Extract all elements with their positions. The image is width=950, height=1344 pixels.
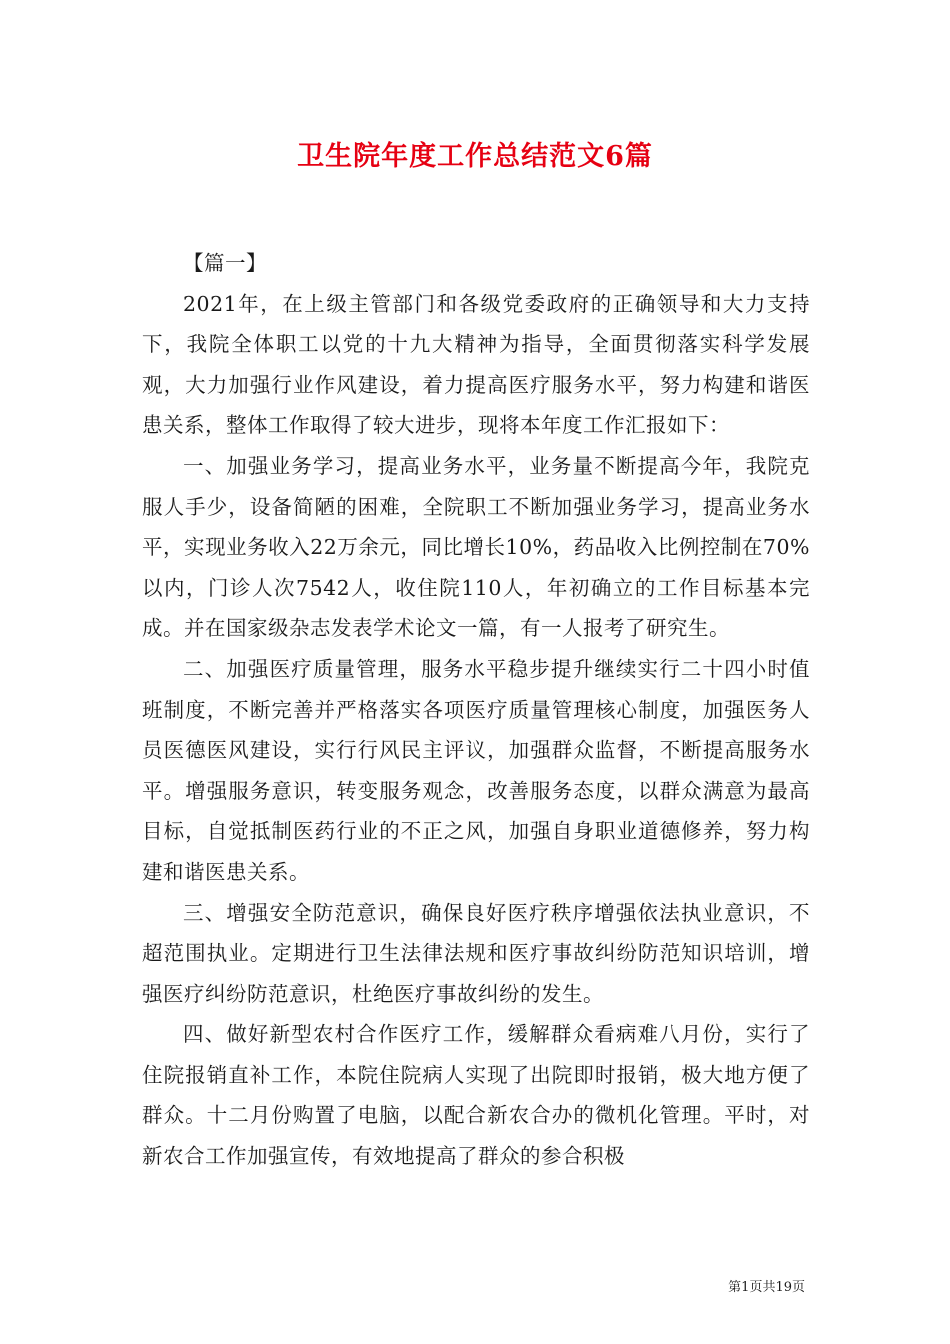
paragraph-section-4: 四、做好新型农村合作医疗工作，缓解群众看病难八月份，实行了住院报销直补工作，本院住院病人实现了出院即时报销，极大地方便了群众。十二月份购置了电脑，以配合新农合办的微机化管理。平时，对新农合工作加强宣传，有效地提高了群众的参合积极 (142, 1022, 810, 1169)
paragraph-section-1: 一、加强业务学习，提高业务水平，业务量不断提高今年，我院克服人手少，设备简陋的困难，全院职工不断加强业务学习，提高业务水平，实现业务收入22万余元，同比增长10%，药品收入比例控制在70%以内，门诊人次7542人，收住院110人，年初确立的工作目标基本完成。并在国家级杂志发表学术论文一篇，有一人报考了研究生。 (142, 453, 810, 641)
section-label: 【篇一】 (183, 251, 267, 275)
page-title: 卫生院年度工作总结范文6篇 (297, 141, 653, 172)
page-number-footer: 第1页共19页 (728, 1280, 805, 1295)
document-body (142, 243, 810, 1177)
paragraph-intro: 2021年，在上级主管部门和各级党委政府的正确领导和大力支持下，我院全体职工以党的十九大精神为指导，全面贯彻落实科学发展观，大力加强行业作风建设，着力提高医疗服务水平，努力构建和谐医患关系，整体工作取得了较大进步，现将本年度工作汇报如下： (142, 291, 810, 438)
paragraph-section-3: 三、增强安全防范意识，确保良好医疗秩序增强依法执业意识，不超范围执业。定期进行卫生法律法规和医疗事故纠纷防范知识培训，增强医疗纠纷防范意识，杜绝医疗事故纠纷的发生。 (142, 900, 810, 1006)
paragraph-section-2: 二、加强医疗质量管理，服务水平稳步提升继续实行二十四小时值班制度，不断完善并严格落实各项医疗质量管理核心制度，加强医务人员医德医风建设，实行行风民主评议，加强群众监督，不断提高服务水平。增强服务意识，转变服务观念，改善服务态度，以群众满意为最高目标，自觉抵制医药行业的不正之风，加强自身职业道德修养，努力构建和谐医患关系。 (142, 656, 810, 884)
